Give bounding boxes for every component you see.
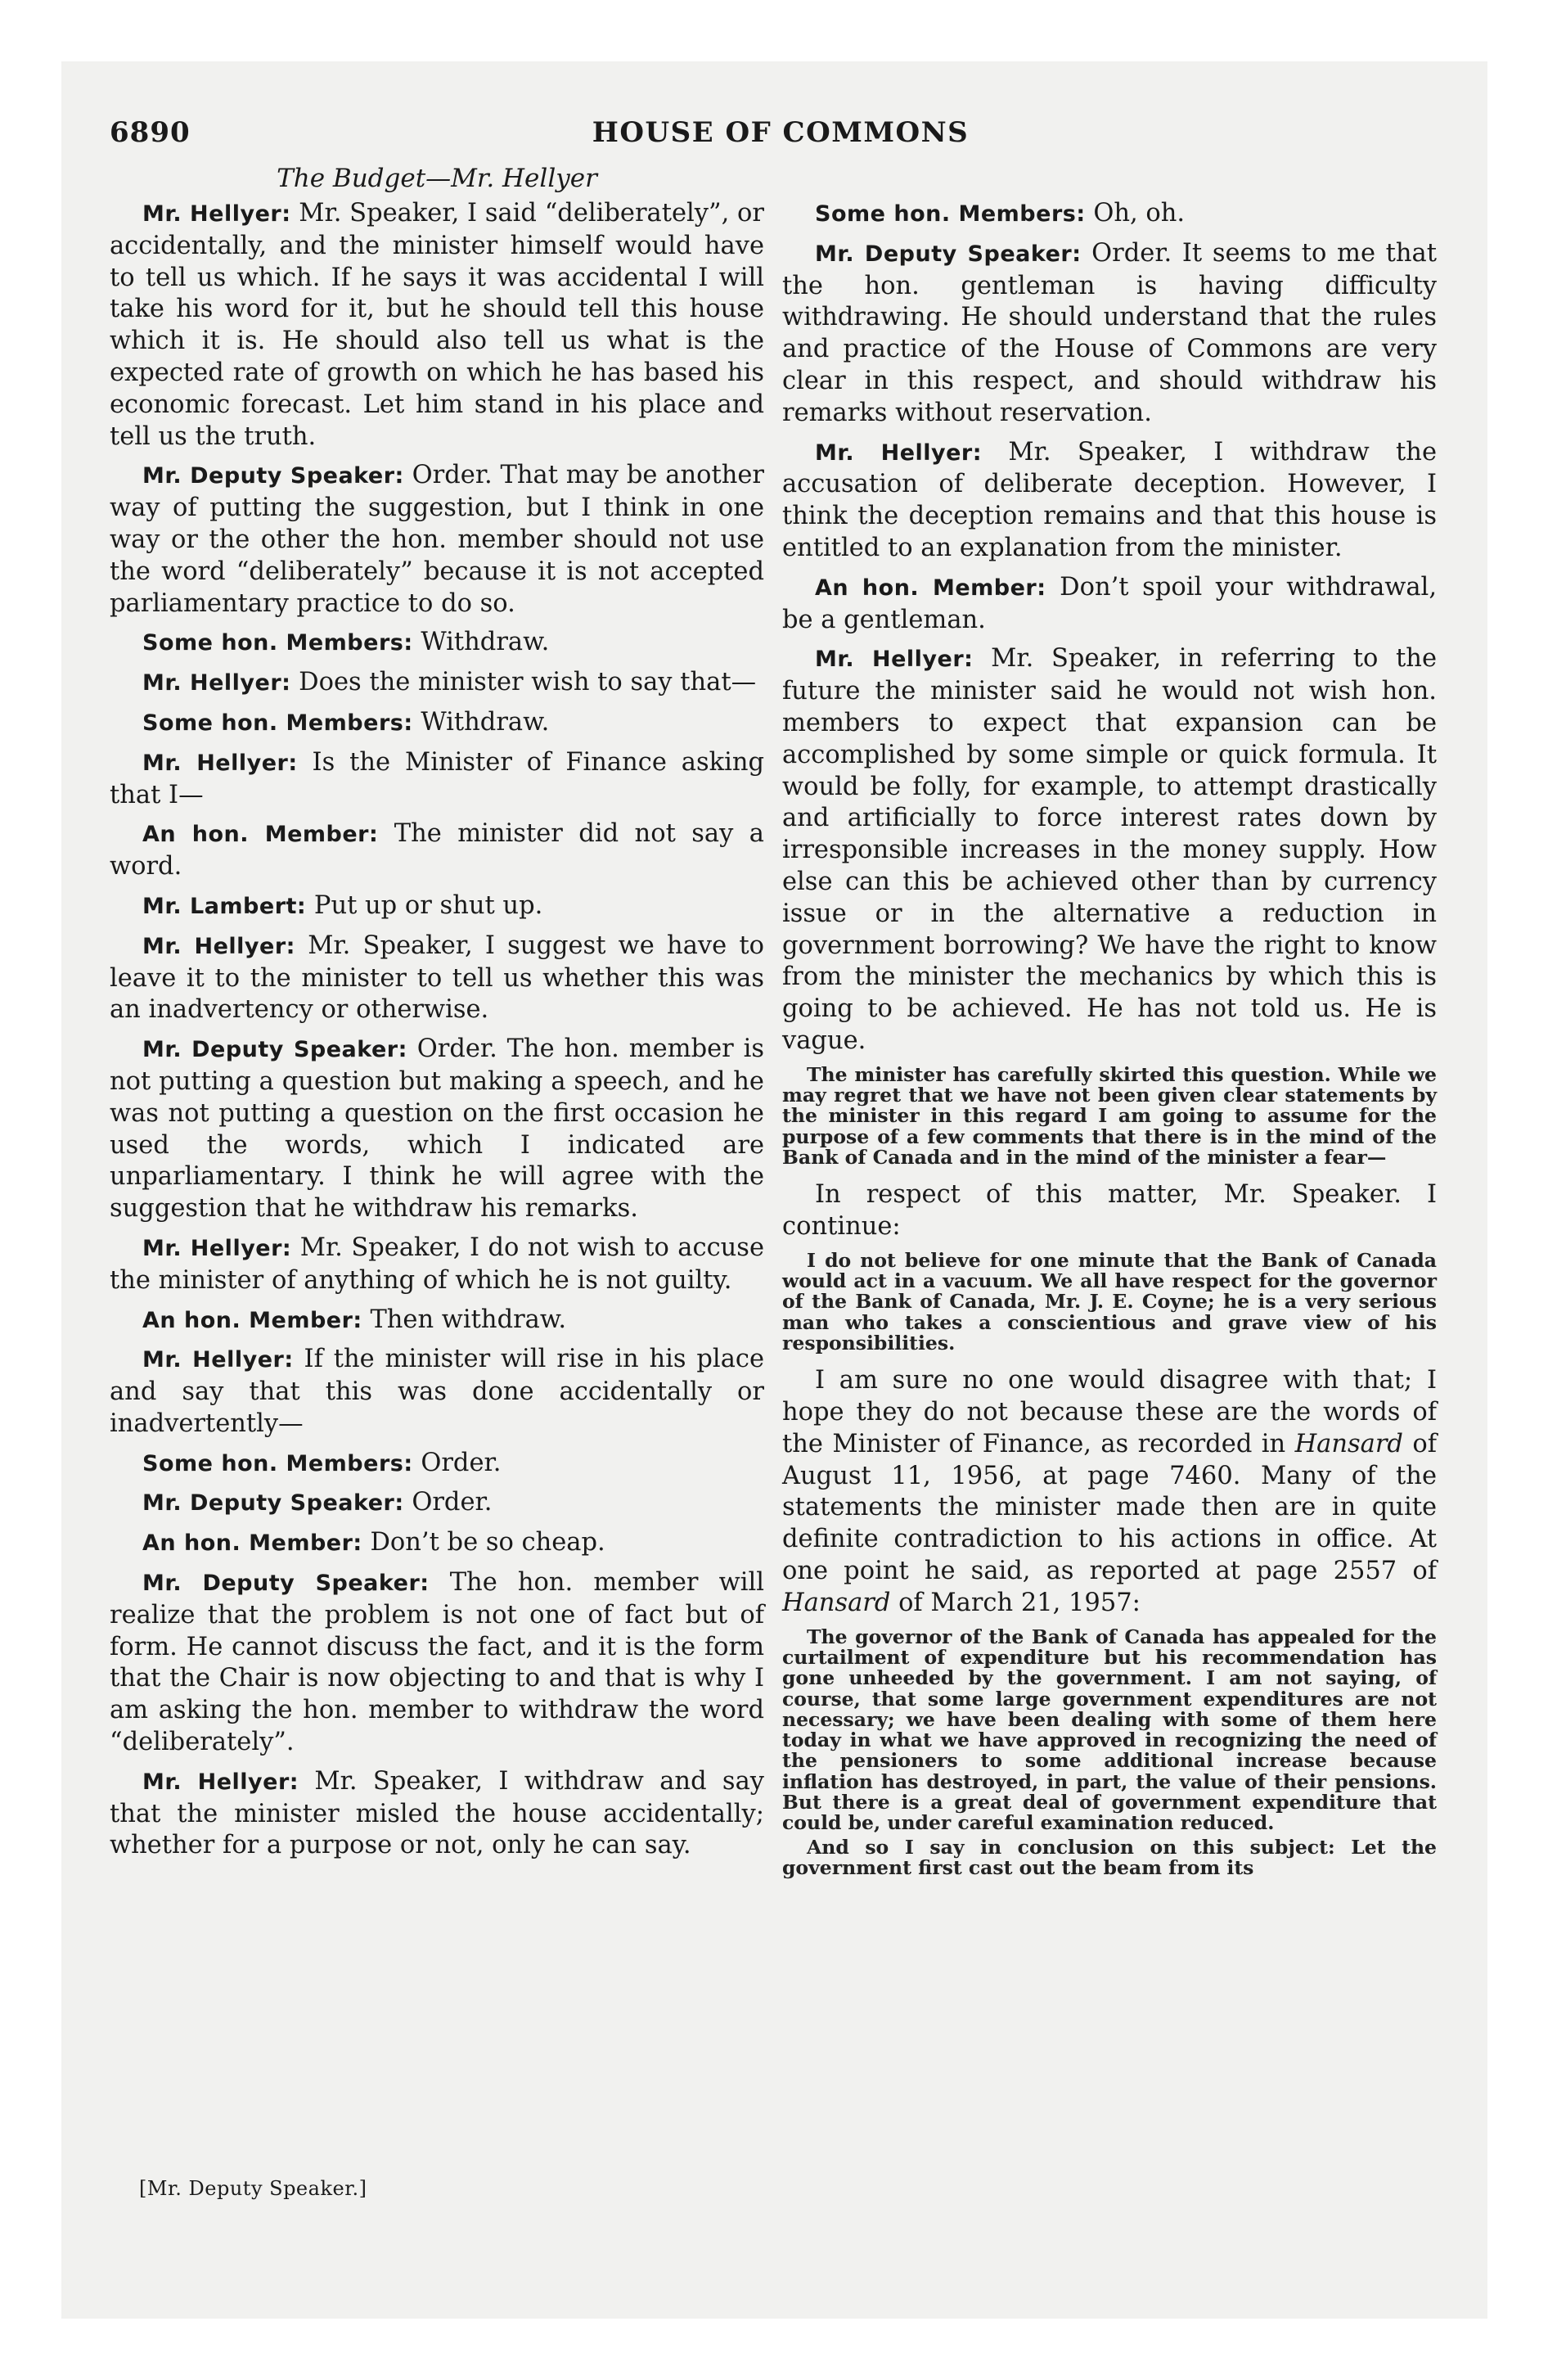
speaker-name: Mr. Hellyer: [142, 933, 295, 959]
speaker-name: Some hon. Members: [142, 630, 413, 656]
speech-text: Does the minister wish to say that— [299, 668, 757, 697]
speech-text: Withdraw. [421, 707, 550, 737]
speech-text: The hon. member will realize that the problem is not one of fact but of form. He cannot discuss the fact, and it is the form that the Chair is now objecting to and that is why I am asking the hon. member to withdraw the word “deliberately”. [110, 1568, 764, 1757]
quote-block: The governor of the Bank of Canada has appealed for the curtailment of expenditure but his recommendation has gone unheeded by the government. I am not saying, of course, that some large government expenditures are not necessary; we have been dealing with some of them here today in what we have approved in recognizing the need of the pensioners to some additional increase because inflation has destroyed, in part, the value of their pensions. But there is a great deal of government expenditure that could be, under careful examination reduced. [782, 1625, 1437, 1835]
speech-paragraph [110, 1527, 764, 1560]
speaker-name: Mr. Hellyer: [815, 439, 983, 466]
speaker-name: Mr. Deputy Speaker: [142, 463, 404, 489]
speaker-name: Mr. Hellyer: [142, 750, 298, 776]
speech-text: The minister did not say a word. [110, 819, 764, 881]
speech-paragraph [110, 1766, 764, 1862]
quote-block: The minister has carefully skirted this question. While we may regret that we have not been given clear statements by the minister in this regard I am going to assume for the purpose of a few comments that there is in the mind of the Bank of Canada and in the mind of the minister a fear— [782, 1062, 1437, 1169]
speaker-name: Mr. Hellyer: [142, 201, 291, 227]
hansard-reference: Hansard [782, 1588, 891, 1617]
speech-paragraph [110, 747, 764, 812]
speaker-name: Some hon. Members: [142, 710, 413, 736]
speech-paragraph [110, 1448, 764, 1481]
speech-paragraph [110, 667, 764, 700]
speech-paragraph [110, 460, 764, 620]
speech-paragraph [782, 198, 1437, 231]
speech-paragraph [110, 1487, 764, 1520]
speaker-name: Mr. Deputy Speaker: [142, 1571, 430, 1597]
right-column [782, 198, 1437, 1890]
speaker-name: An hon. Member: [142, 1307, 362, 1333]
speech-text: If the minister will rise in his place and say that this was done accidentally or inadvertently— [110, 1345, 765, 1438]
speech-paragraph [110, 198, 764, 453]
paragraph-text: of March 21, 1957: [890, 1588, 1141, 1617]
paragraph-text: of August 11, 1956, at page 7460. Many of the statements the minister made then are in quite definite contradiction to his actions in office. At one point he said, as reported at page 2557 of [782, 1429, 1437, 1586]
speaker-name: An hon. Member: [142, 1530, 362, 1557]
speaker-name: Mr. Hellyer: [142, 1235, 292, 1261]
speech-paragraph [110, 890, 764, 923]
speech-paragraph [110, 707, 764, 740]
speech-paragraph [782, 572, 1437, 637]
running-head: The Budget—Mr. Hellyer [277, 164, 597, 193]
speech-paragraph [110, 627, 764, 660]
paragraph: In respect of this matter, Mr. Speaker. I continue: [782, 1180, 1437, 1241]
speaker-name: Mr. Deputy Speaker: [815, 241, 1082, 267]
speech-text: Withdraw. [421, 628, 550, 657]
speech-text: Order. [412, 1488, 493, 1517]
speech-paragraph [110, 1233, 764, 1297]
speech-text: Order. That may be another way of putting the suggestion, but I think in one way or the other the hon. member should not use the word “deliberately” because it is not accepted parliamentary practice to do so. [110, 461, 764, 618]
right-speeches [782, 198, 1437, 1057]
speech-text: Mr. Speaker, I withdraw the accusation of deliberate deception. However, I think the deception remains and that this house is entitled to an explanation from the minister. [782, 437, 1437, 562]
speech-text: Don’t spoil your withdrawal, be a gentleman. [782, 572, 1438, 634]
speech-text: Mr. Speaker, I do not wish to accuse the minister of anything of which he is not guilty. [110, 1233, 765, 1295]
speech-text: Mr. Speaker, I withdraw and say that the minister misled the house accidentally; whether for a purpose or not, only he can say. [110, 1766, 764, 1860]
speech-text: Mr. Speaker, I suggest we have to leave it to the minister to tell us whether this was an inadvertency or otherwise. [110, 931, 764, 1025]
speaker-name: An hon. Member: [142, 822, 379, 848]
speech-paragraph [110, 1344, 764, 1440]
speech-text: Don’t be so cheap. [370, 1528, 605, 1557]
speech-text: Order. The hon. member is not putting a question but making a speech, and he was not putting a question on the first occasion he used the words, which I indicated are unparliamentary. I think he will agree with the suggestion that he withdraw his remarks. [110, 1034, 764, 1224]
speaker-name: Mr. Hellyer: [142, 670, 291, 696]
speech-text: Is the Minister of Finance asking that I— [110, 747, 764, 809]
speaker-name: Mr. Deputy Speaker: [142, 1490, 404, 1517]
speech-paragraph [110, 1034, 764, 1225]
left-column [110, 198, 764, 1869]
speech-text: Put up or shut up. [313, 890, 543, 920]
speech-paragraph [110, 1305, 764, 1337]
speech-paragraph [110, 818, 764, 883]
page-number: 6890 [110, 116, 191, 149]
page-header [110, 116, 1451, 157]
speech-text: Mr. Speaker, I said “deliberately”, or accidentally, and the minister himself would have to tell us which. If he says it was accidental I will take his word for it, but he should tell this house which it is. He should also tell us what is the expected rate of growth on which he has based his economic forecast. Let him stand in his place and tell us the truth. [110, 199, 765, 451]
speech-paragraph [782, 643, 1437, 1057]
speech-text: Order. [421, 1448, 502, 1477]
speaker-name: Mr. Deputy Speaker: [142, 1037, 407, 1063]
speaker-name: Mr. Hellyer: [142, 1347, 294, 1373]
quote-block: And so I say in conclusion on this subject: Let the government first cast out the beam from its [782, 1835, 1437, 1879]
speech-text: Oh, oh. [1093, 199, 1186, 228]
speaker-name: Mr. Hellyer: [142, 1769, 299, 1795]
speaker-name: Mr. Hellyer: [815, 647, 974, 673]
speech-text: Order. It seems to me that the hon. gentleman is having difficulty withdrawing. He should understand that the rules and practice of the House of Commons are very clear in this respect, and should withdraw his remarks without reservation. [782, 238, 1437, 427]
speaker-name: An hon. Member: [815, 575, 1046, 601]
speech-paragraph [110, 931, 764, 1026]
speech-text: Then withdraw. [370, 1305, 567, 1334]
quote-block: I do not believe for one minute that the Bank of Canada would act in a vacuum. We all have respect for the governor of the Bank of Canada, Mr. J. E. Coyne; he is a very serious man who takes a conscientious and grave view of his responsibilities. [782, 1248, 1437, 1355]
paragraph [782, 1365, 1437, 1619]
speaker-name: Mr. Lambert: [142, 893, 307, 919]
speaker-name: Some hon. Members: [142, 1450, 413, 1476]
footer-note: [Mr. Deputy Speaker.] [139, 2177, 367, 2200]
speech-paragraph [110, 1567, 764, 1759]
paragraph-text: I am sure no one would disagree with that; I hope they do not because these are the words of the Minister of Finance, as recorded in [782, 1366, 1437, 1458]
hansard-reference: Hansard [1294, 1429, 1403, 1458]
speech-paragraph [782, 238, 1437, 430]
speech-paragraph [782, 437, 1437, 565]
speech-text: Mr. Speaker, in referring to the future the minister said he would not wish hon. members to expect that expansion can be accomplished by some simple or quick formula. It would be folly, for example, to attempt drastically and artificially to force interest rates down by irresponsible increases in the money supply. How else can this be achieved other than by currency issue or in the alternative a reduction in government borrowing? We have the right to know from the minister the mechanics by which this is going to be achieved. He has not told us. He is vague. [782, 644, 1437, 1055]
journal-title: HOUSE OF COMMONS [592, 116, 970, 149]
speaker-name: Some hon. Members: [815, 201, 1086, 227]
